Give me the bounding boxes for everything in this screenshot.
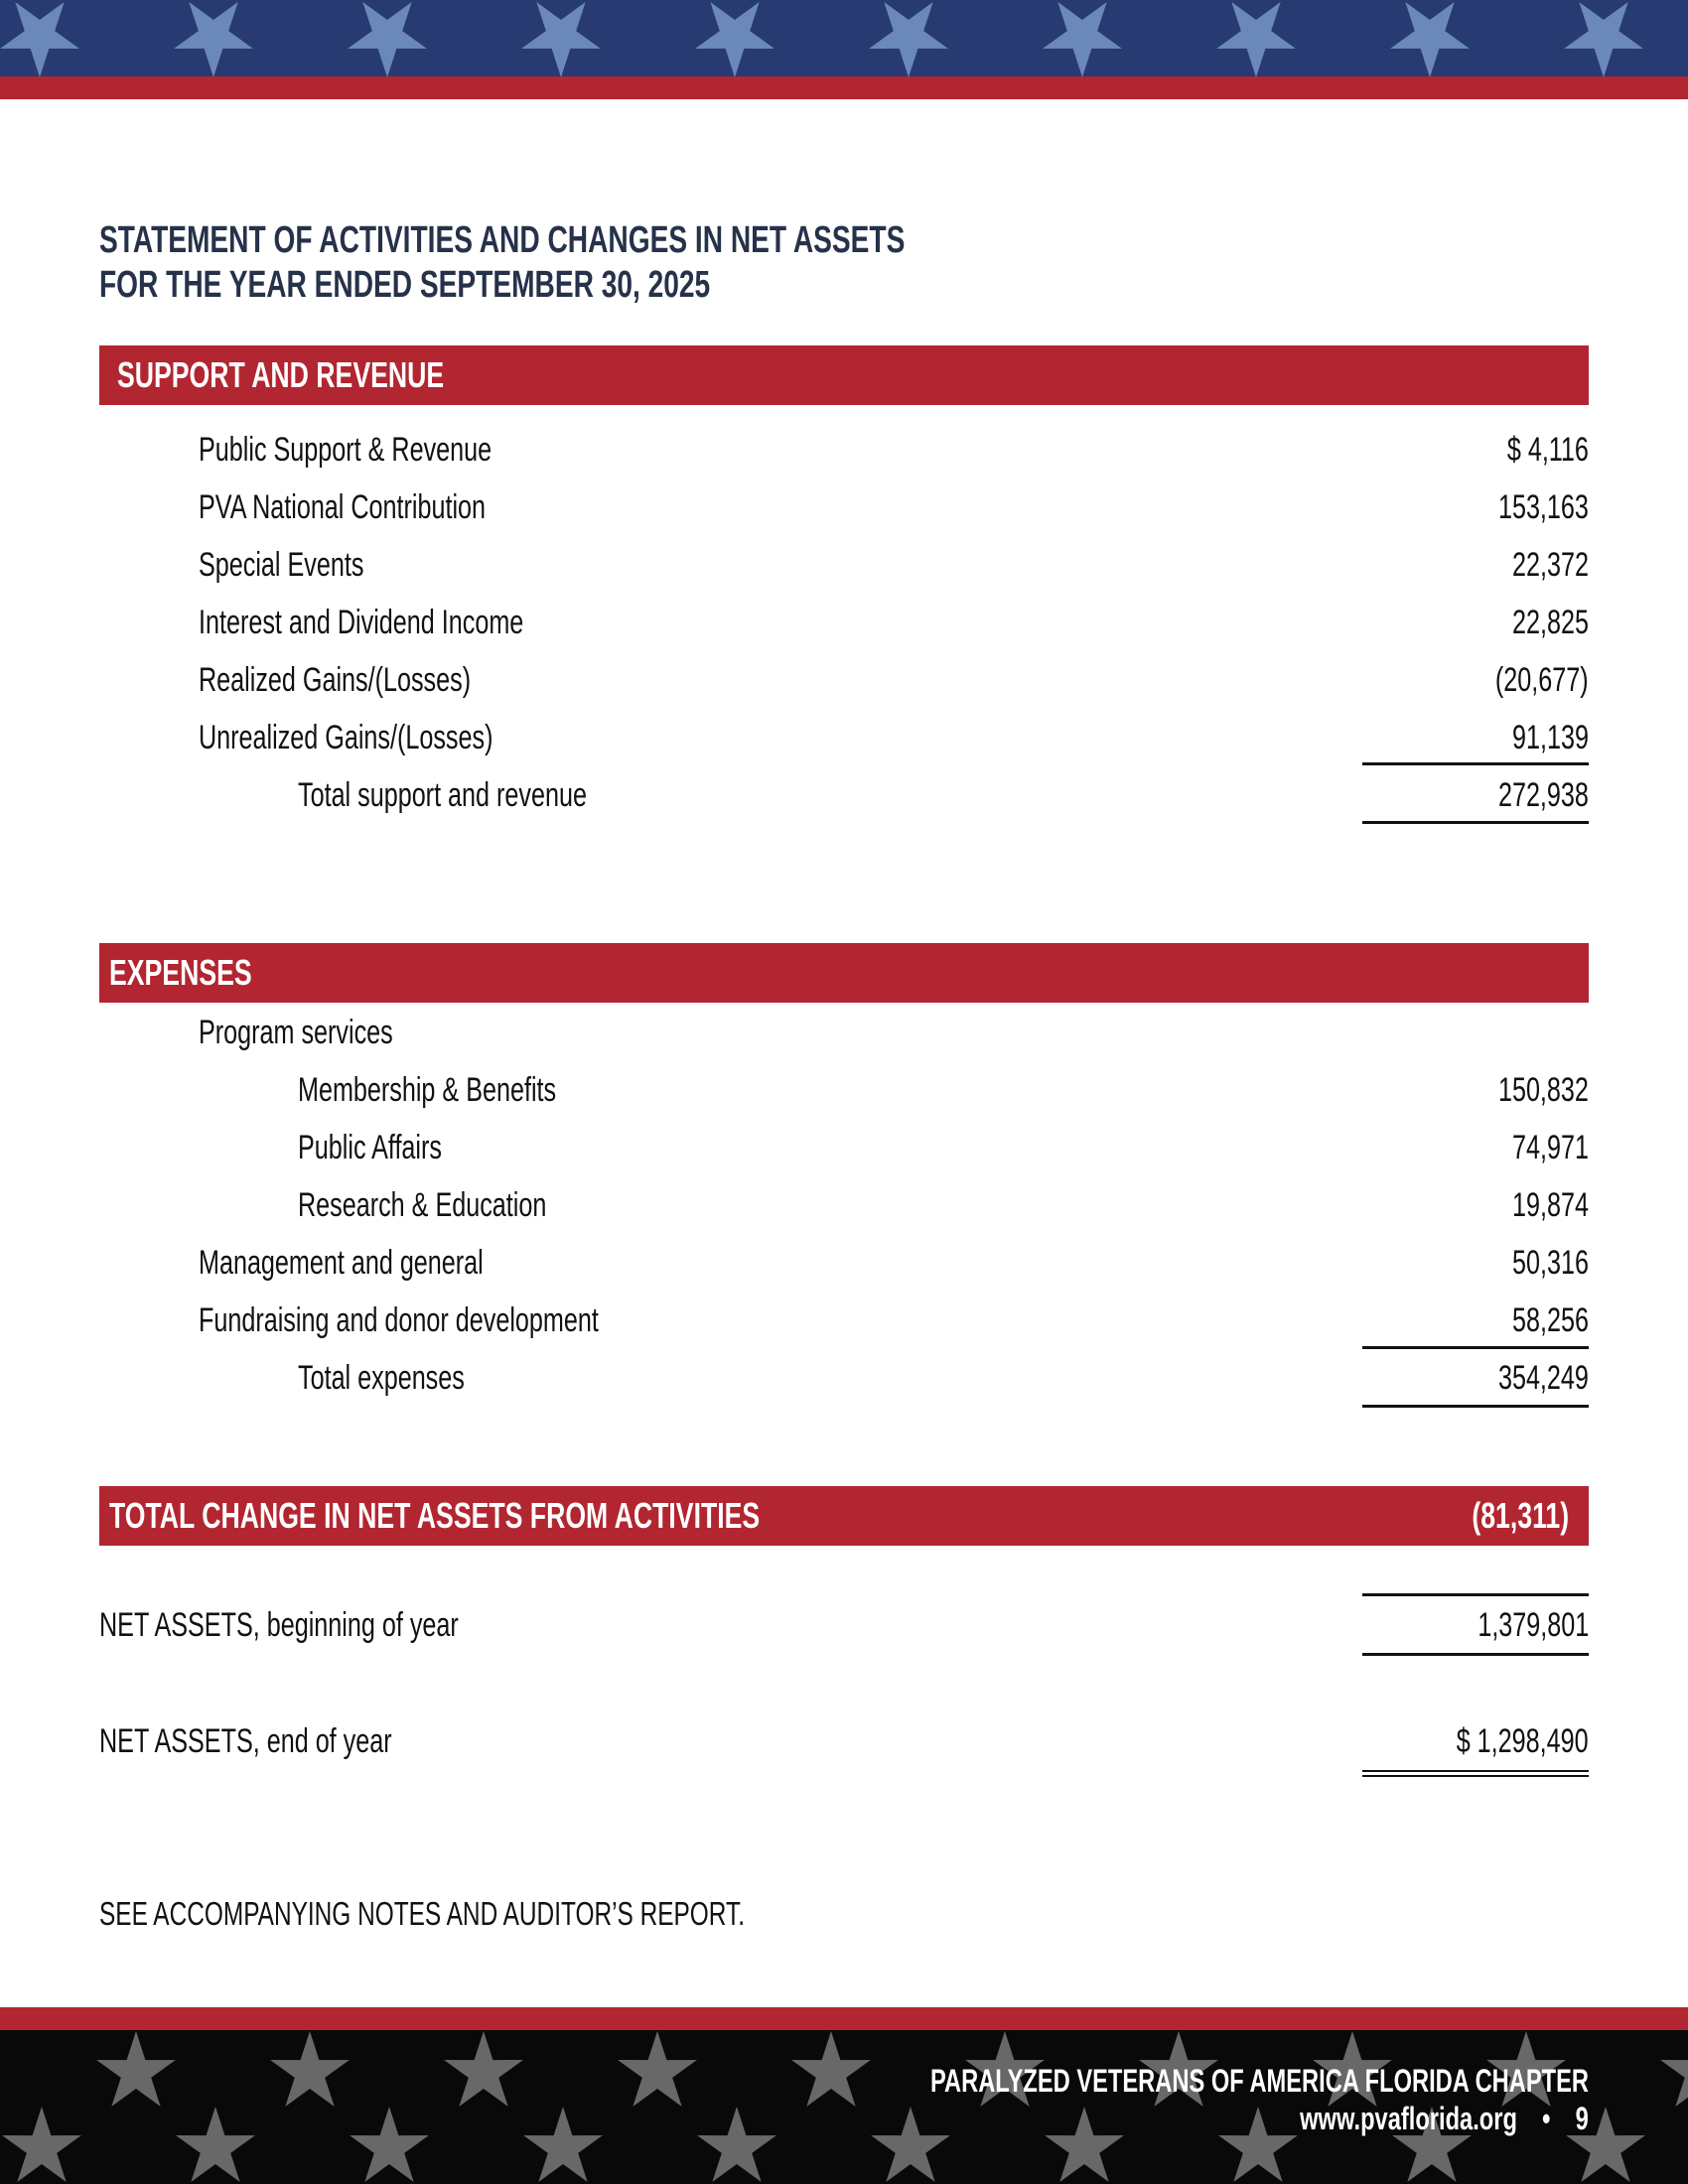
expenses-total-label: Total expenses: [298, 1359, 465, 1397]
statement-title-line-2: FOR THE YEAR ENDED SEPTEMBER 30, 2025: [99, 264, 711, 306]
revenue-item-label: Unrealized Gains/(Losses): [199, 719, 493, 756]
program-expense-item-value: 150,832: [1498, 1071, 1589, 1109]
revenue-item-value: $ 4,116: [1506, 431, 1589, 469]
net-assets-end-value: $ 1,298,490: [1457, 1722, 1589, 1760]
expense-item-value: 50,316: [1512, 1244, 1589, 1282]
revenue-item-value: (20,677): [1495, 661, 1589, 699]
revenue-subtotal-rule: [1362, 762, 1589, 765]
revenue-item-value: 91,139: [1512, 719, 1589, 756]
net-assets-beginning-value: 1,379,801: [1477, 1606, 1589, 1644]
program-expense-item-value: 74,971: [1512, 1129, 1589, 1166]
revenue-item-value: 153,163: [1498, 488, 1589, 526]
footer-website-link[interactable]: www.pvaflorida.org: [1300, 2101, 1518, 2136]
program-expense-item-value: 19,874: [1512, 1186, 1589, 1224]
header-red-stripe: [0, 76, 1688, 99]
revenue-item-label: PVA National Contribution: [199, 488, 487, 526]
expenses-subtotal-rule: [1362, 1346, 1589, 1349]
net-assets-end-double-rule-bottom: [1362, 1775, 1589, 1777]
total-change-label: TOTAL CHANGE IN NET ASSETS FROM ACTIVITIES: [109, 1495, 761, 1536]
statement-title-line-1: STATEMENT OF ACTIVITIES AND CHANGES IN NET ASSETS: [99, 219, 906, 261]
header-stars-graphic: [0, 0, 1688, 99]
expenses-total-value: 354,249: [1498, 1359, 1589, 1397]
total-change-bar: [99, 1486, 1589, 1546]
revenue-item-label: Realized Gains/(Losses): [199, 661, 472, 699]
net-assets-beginning-top-rule: [1362, 1593, 1589, 1596]
revenue-item-value: 22,825: [1512, 604, 1589, 641]
footer-organization-name: PARALYZED VETERANS OF AMERICA FLORIDA CHAPTER: [929, 2063, 1589, 2099]
program-expense-item-label: Membership & Benefits: [298, 1071, 557, 1109]
footer-website-line: [1198, 2101, 1589, 2136]
support-revenue-heading: SUPPORT AND REVENUE: [117, 354, 445, 395]
net-assets-end-label: NET ASSETS, end of year: [99, 1722, 392, 1760]
program-expense-item-label: Research & Education: [298, 1186, 547, 1224]
revenue-total-value: 272,938: [1498, 776, 1589, 814]
footer-red-stripe: [0, 2007, 1688, 2030]
expenses-header-bar: [99, 943, 1589, 1003]
total-change-value: (81,311): [1472, 1495, 1569, 1536]
expense-item-label: Fundraising and donor development: [199, 1301, 599, 1339]
program-expense-item-label: Public Affairs: [298, 1129, 442, 1166]
revenue-total-label: Total support and revenue: [298, 776, 587, 814]
revenue-item-label: Public Support & Revenue: [199, 431, 492, 469]
expenses-heading: EXPENSES: [109, 952, 252, 993]
page-number: 9: [1575, 2101, 1589, 2136]
net-assets-beginning-bottom-rule: [1362, 1653, 1589, 1656]
expenses-total-rule: [1362, 1405, 1589, 1408]
revenue-item-label: Interest and Dividend Income: [199, 604, 524, 641]
revenue-item-value: 22,372: [1512, 546, 1589, 584]
net-assets-beginning-label: NET ASSETS, beginning of year: [99, 1606, 459, 1644]
statement-period: [99, 263, 924, 307]
revenue-item-label: Special Events: [199, 546, 364, 584]
expense-item-label: Management and general: [199, 1244, 484, 1282]
footer-separator-dot: •: [1542, 2101, 1551, 2136]
accompanying-notes-text: SEE ACCOMPANYING NOTES AND AUDITOR’S REPORT.: [99, 1895, 745, 1932]
header-stars-band: [0, 0, 1688, 99]
support-revenue-header-bar: [99, 345, 1589, 405]
statement-title: [99, 218, 1188, 262]
net-assets-end-double-rule-top: [1362, 1770, 1589, 1772]
revenue-total-rule: [1362, 821, 1589, 824]
expense-item-value: 58,256: [1512, 1301, 1589, 1339]
program-services-label: Program services: [199, 1014, 393, 1051]
